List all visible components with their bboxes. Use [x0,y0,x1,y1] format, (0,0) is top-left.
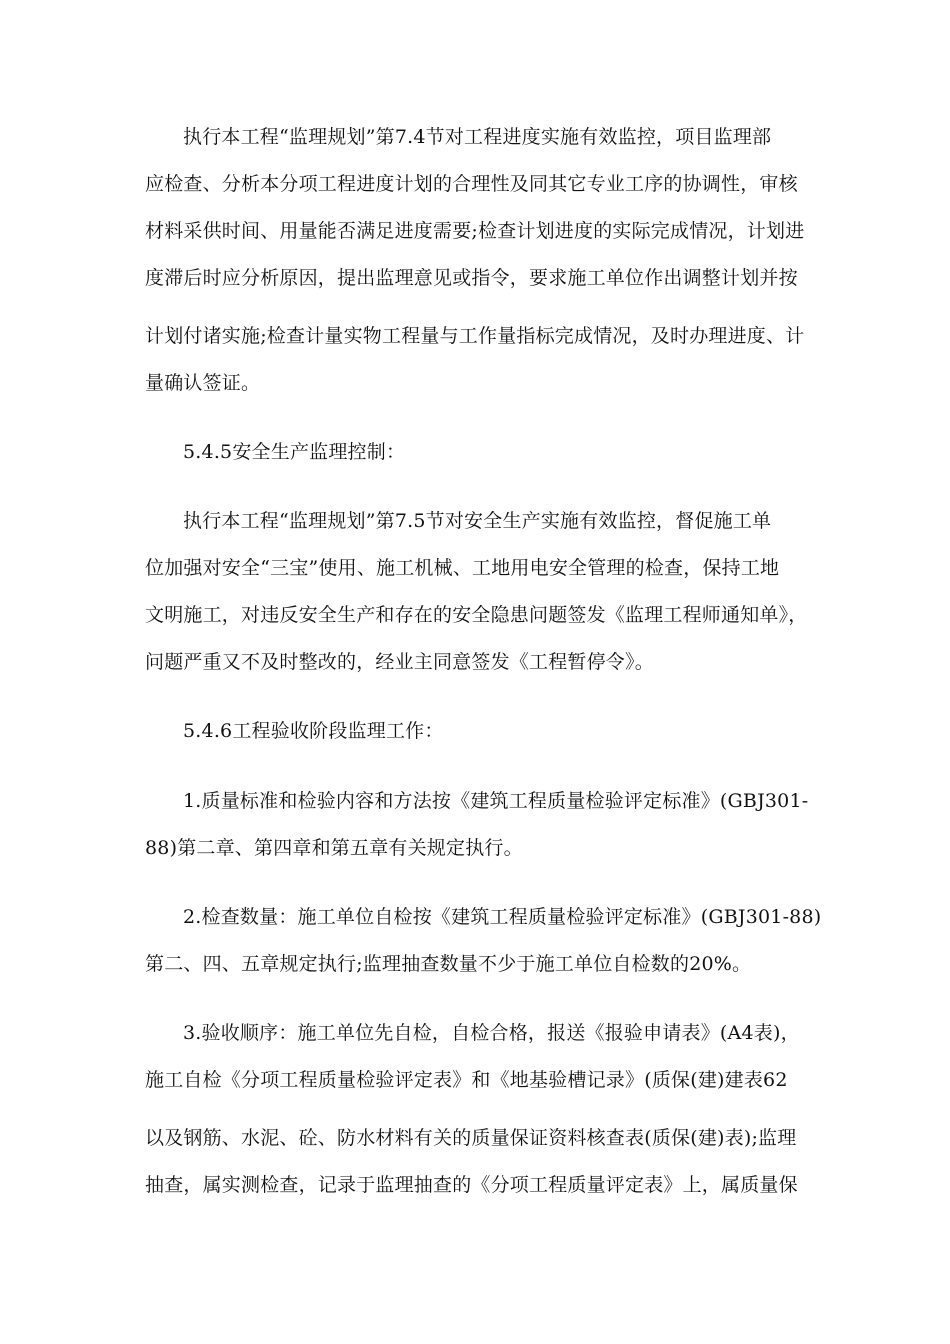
list-item-line: 抽查，属实测检查，记录于监理抽查的《分项工程质量评定表》上，属质量保 [145,1174,798,1196]
paragraph-line: 度滞后时应分析原因，提出监理意见或指令，要求施工单位作出调整计划并按 [145,267,798,289]
list-item-line: 第二、四、五章规定执行;监理抽查数量不少于施工单位自检数的20%。 [145,953,752,975]
paragraph-line: 执行本工程“监理规划”第7.5节对安全生产实施有效监控，督促施工单 [183,510,772,532]
section-heading: 5.4.6工程验收阶段监理工作： [183,720,444,742]
paragraph-line: 材料采供时间、用量能否满足进度需要;检查计划进度的实际完成情况，计划进 [145,220,805,242]
paragraph-line: 文明施工，对违反安全生产和存在的安全隐患问题签发《监理工程师通知单》， [145,604,808,626]
list-item-line: 88)第二章、第四章和第五章有关规定执行。 [145,837,523,859]
paragraph-line: 计划付诸实施;检查计量实物工程量与工作量指标完成情况，及时办理进度、计 [145,325,805,347]
paragraph-line: 位加强对安全“三宝”使用、施工机械、工地用电安全管理的检查，保持工地 [145,557,780,579]
list-item-line: 3.验收顺序：施工单位先自检，自检合格，报送《报验申请表》(A4表)， [183,1022,800,1044]
paragraph-line: 问题严重又不及时整改的，经业主同意签发《工程暂停令》。 [145,651,654,673]
list-item-line: 1.质量标准和检验内容和方法按《建筑工程质量检验评定标准》(GBJ301- [183,790,809,812]
paragraph-line: 执行本工程“监理规划”第7.4节对工程进度实施有效监控，项目监理部 [183,126,772,148]
section-heading: 5.4.5安全生产监理控制： [183,441,406,463]
list-item-line: 2.检查数量：施工单位自检按《建筑工程质量检验评定标准》(GBJ301-88) [183,906,822,928]
paragraph-line: 量确认签证。 [145,372,261,394]
paragraph-line: 应检查、分析本分项工程进度计划的合理性及同其它专业工序的协调性，审核 [145,173,798,195]
list-item-line: 以及钢筋、水泥、砼、防水材料有关的质量保证资料核查表(质保(建)表);监理 [145,1127,797,1149]
list-item-line: 施工自检《分项工程质量检验评定表》和《地基验槽记录》(质保(建)建表62 [145,1069,788,1091]
